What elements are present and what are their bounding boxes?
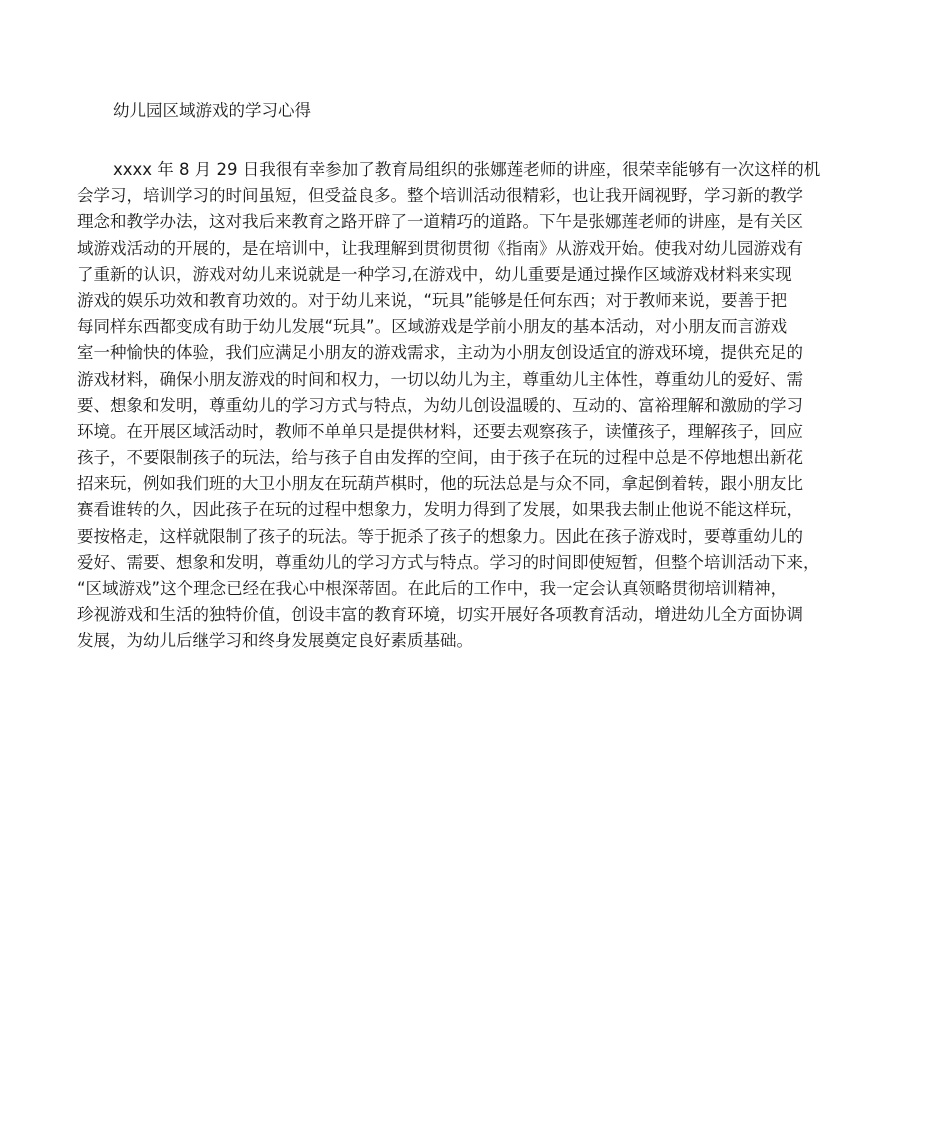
body-line: 域游戏活动的开展的，是在培训中，让我理解到贯彻贯彻《指南》从游戏开始。使我对幼儿园游戏有 [77,238,803,258]
document-body [77,157,877,655]
body-line: 了重新的认识，游戏对幼儿来说就是一种学习,在游戏中，幼儿重要是通过操作区域游戏材料来实现 [77,264,792,284]
body-line: 游戏的娱乐功效和教育功效的。对于幼儿来说，“玩具”能够是任何东西；对于教师来说，要善于把 [77,290,788,310]
document-title: 幼儿园区域游戏的学习心得 [113,101,311,120]
body-line: 要按格走，这样就限制了孩子的玩法。等于扼杀了孩子的想象力。因此在孩子游戏时，要尊重幼儿的 [77,526,803,546]
body-line: 理念和教学办法，这对我后来教育之路开辟了一道精巧的道路。下午是张娜莲老师的讲座，是有关区 [77,212,803,232]
body-line: 游戏材料，确保小朋友游戏的时间和权力，一切以幼儿为主，尊重幼儿主体性，尊重幼儿的爱好、需 [77,369,803,389]
body-line: 室一种愉快的体验，我们应满足小朋友的游戏需求，主动为小朋友创设适宜的游戏环境，提供充足的 [77,343,803,363]
body-line: “区域游戏”这个理念已经在我心中根深蒂固。在此后的工作中，我一定会认真领略贯彻培训精神， [77,579,788,598]
body-line: 爱好、需要、想象和发明，尊重幼儿的学习方式与特点。学习的时间即使短暂，但整个培训活动下来， [77,552,820,572]
body-line: 发展，为幼儿后继学习和终身发展奠定良好素质基础。 [77,631,473,651]
body-line: 赛看谁转的久，因此孩子在玩的过程中想象力，发明力得到了发展，如果我去制止他说不能这样玩， [77,500,803,520]
body-line: 珍视游戏和生活的独特价值，创设丰富的教育环境，切实开展好各项教育活动，增进幼儿全方面协调 [77,605,803,625]
body-line: 招来玩，例如我们班的大卫小朋友在玩葫芦棋时，他的玩法总是与众不同，拿起倒着转，跟小朋友比 [77,474,803,494]
body-line: xxxx 年 8 月 29 日我很有幸参加了教育局组织的张娜莲老师的讲座，很荣幸能够有一次这样的机 [113,160,821,179]
body-line: 环境。在开展区域活动时，教师不单单只是提供材料，还要去观察孩子，读懂孩子，理解孩子，回应 [77,421,803,441]
body-line: 每同样东西都变成有助于幼儿发展“玩具”。区域游戏是学前小朋友的基本活动，对小朋友而言游戏 [77,317,788,337]
body-line: 会学习，培训学习的时间虽短，但受益良多。整个培训活动很精彩，也让我开阔视野，学习新的教学 [77,186,803,206]
body-line: 要、想象和发明，尊重幼儿的学习方式与特点，为幼儿创设温暖的、互动的、富裕理解和激励的学习 [77,395,803,415]
body-line: 孩子，不要限制孩子的玩法，给与孩子自由发挥的空间，由于孩子在玩的过程中总是不停地想出新花 [77,448,803,468]
